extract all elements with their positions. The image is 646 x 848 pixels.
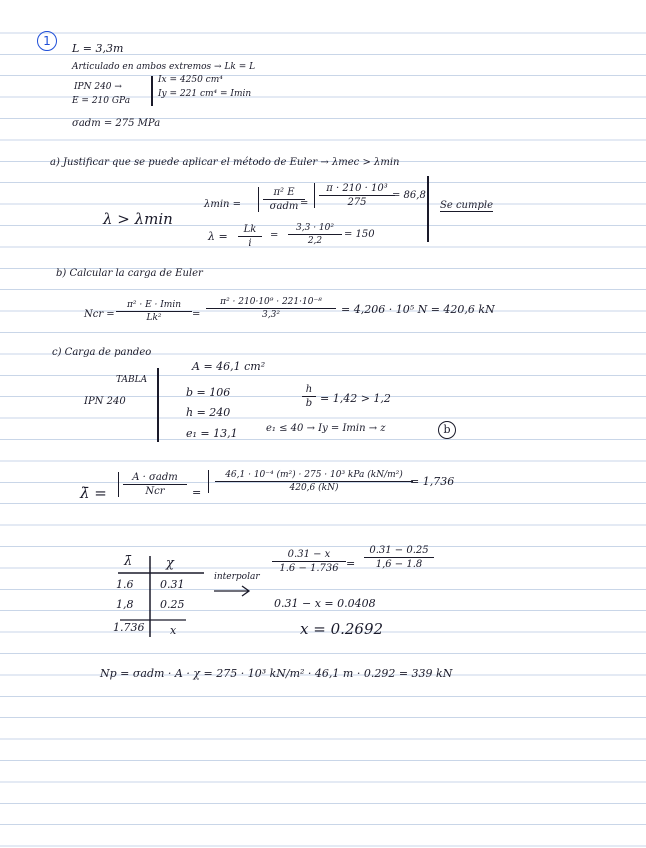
equals-3: = [192,309,201,320]
given-profile: IPN 240 → [74,82,122,92]
lambda-min-label: λmin = [204,199,242,210]
lambda-condition: λ > λmin [103,210,173,228]
part-a-title: a) Justificar que se puede aplicar el método de Euler → λmec > λmin [50,157,400,168]
table-row-2-lambda: 1,8 [116,598,134,611]
lambda-sqrt-1-num: A · σadm [132,472,178,483]
problem-number: 1 [37,31,57,51]
frac-a-num: Lk [243,224,257,235]
thickness-condition: e₁ ≤ 40 → Iy = Imin → z [266,423,386,434]
part-b-title: b) Calcular la carga de Euler [56,268,203,279]
interp-label: interpolar [214,572,260,582]
lambda-sqrt-2-den: 420,6 (kN) [289,483,339,493]
sqrt-1-num: π² E [273,187,295,198]
lambda-sqrt-2-num: 46,1 · 10⁻⁴ (m²) · 275 · 10³ kPa (kN/m²) [225,470,403,480]
interp-result: x = 0.2692 [300,620,384,638]
table-header-chi: χ [166,556,174,571]
sqrt-2-num: π · 210 · 10³ [326,183,388,194]
ratio-result: = 1,42 > 1,2 [320,392,391,405]
table-row-1-lambda: 1.6 [116,578,134,591]
interp-right [364,545,434,570]
equals-4: = [192,486,202,499]
lambda-result: = 150 [344,229,375,240]
final-formula: Np = σadm · A · χ = 275 · 10³ kN/m² · 46,1 m · 0.292 = 339 kN [100,667,453,680]
interp-right-num: 0.31 − 0.25 [369,545,429,556]
lambda-sqrt-1-den: Ncr [145,486,165,497]
given-support: Articulado en ambos extremos → Lk = L [72,62,256,72]
sqrt-1-den: σadm [269,201,299,212]
ncr-lhs: Ncr = [84,309,115,320]
equals-2: = [270,230,279,241]
given-stress: σadm = 275 MPa [72,118,161,129]
ncr-result: = 4,206 · 10⁵ N = 420,6 kN [341,303,495,316]
table-row-1-chi: 0.31 [160,578,185,591]
table-header-lambda: λ̄ [124,554,133,569]
interp-step: 0.31 − x = 0.0408 [274,597,376,610]
height-h: h = 240 [186,406,231,419]
ncr-f2-num: π² · 210·10⁹ · 221·10⁻⁸ [220,297,322,307]
lambda-bar-result: = 1,736 [410,475,455,488]
given-ix: Ix = 4250 cm⁴ [158,75,223,85]
frac-b-den: 2,2 [307,236,323,246]
ncr-f1-num: π² · E · Imin [126,300,182,310]
flange-b: b = 106 [186,386,231,399]
tabla-label: TABLA [116,375,148,385]
ncr-f2-den: 3,3² [262,310,280,320]
interp-left-num: 0.31 − x [287,549,331,560]
equals-1: = [300,198,309,209]
table-row-3-lambda: 1.736 [113,621,145,634]
table-row-2-chi: 0.25 [160,598,185,611]
curve-value: b [438,421,456,439]
profile-label: IPN 240 [84,396,126,407]
conclusion: Se cumple [440,200,493,211]
table-row-3-chi: x [170,624,177,637]
given-iy: Iy = 221 cm⁴ = Imin [158,89,252,99]
frac-a-den: i [248,238,252,249]
lambda-bar-lhs: λ̄ = [80,484,107,502]
lambda-min-result: = 86,8 [392,190,426,201]
area: A = 46,1 cm² [192,360,266,373]
interp-left [272,549,346,574]
frac-b-num: 3,3 · 10² [296,223,334,233]
given-length: L = 3,3m [72,42,124,55]
ratio-num: h [305,384,313,395]
sqrt-2-den: 275 [347,197,367,208]
equals-5: = [346,557,356,570]
part-c-title: c) Carga de pandeo [52,347,152,358]
ratio-den: b [305,398,313,409]
interp-right-den: 1,6 − 1.8 [375,559,423,570]
given-modulus: E = 210 GPa [72,96,131,106]
lambda-label: λ = [208,230,228,243]
ncr-f1-den: Lk² [146,313,162,323]
thickness-e1: e₁ = 13,1 [186,427,238,440]
interp-left-den: 1.6 − 1.736 [279,563,339,574]
